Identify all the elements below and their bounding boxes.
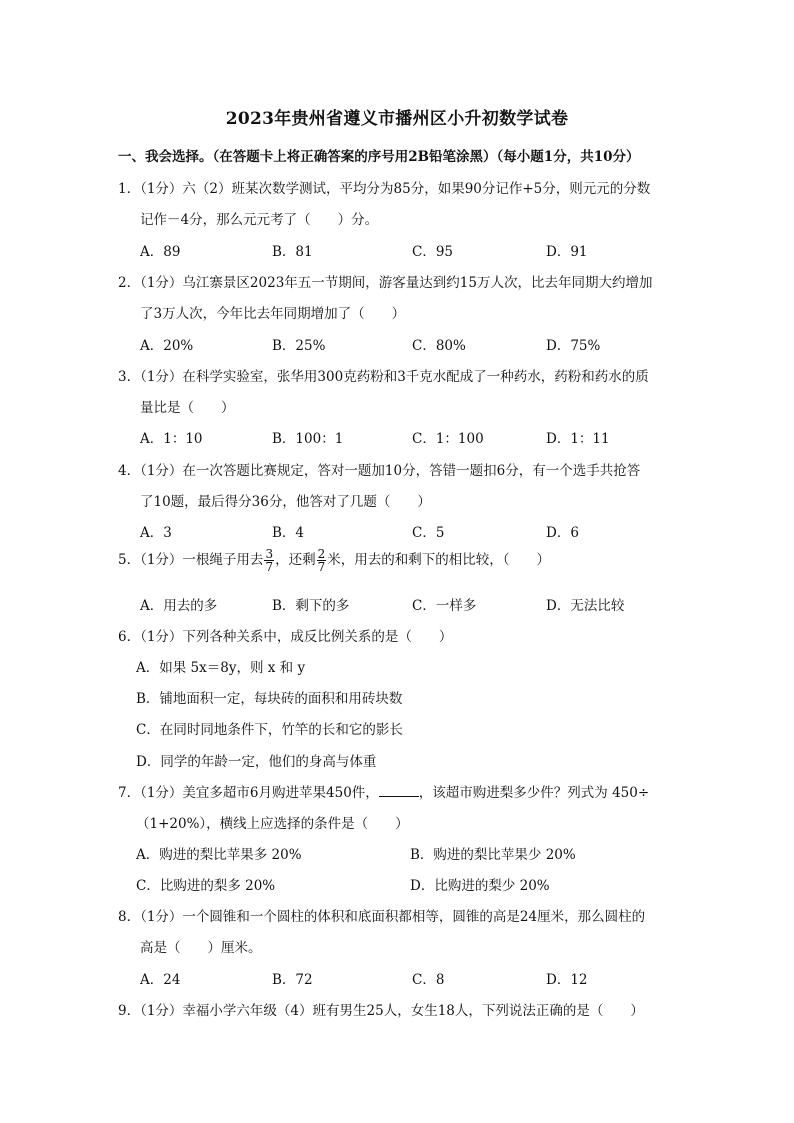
question-4-text: 4．（1分）在一次答题比赛规定，答对一题加10分，答错一题扣6分，有一个选手共抢答 xyxy=(118,463,641,479)
answer-blank xyxy=(379,784,419,797)
fraction-2-7 xyxy=(317,548,327,573)
question-7-option-d[interactable]: D．比购进的梨少 20% xyxy=(410,878,550,894)
question-9-text: 9．（1分）幸福小学六年级（4）班有男生25人，女生18人，下列说法正确的是（ ） xyxy=(118,1003,644,1019)
question-8-option-c[interactable]: C．8 xyxy=(412,972,445,988)
question-6-option-c[interactable]: C．在同时同地条件下，竹竿的长和它的影长 xyxy=(136,722,403,738)
question-3-option-b[interactable]: B．100：1 xyxy=(272,431,344,447)
question-4-option-b[interactable]: B．4 xyxy=(272,525,305,541)
question-6-option-a[interactable]: A．如果 5x＝8y，则 x 和 y xyxy=(136,660,306,676)
question-3-option-c[interactable]: C．1：100 xyxy=(412,431,484,447)
section-heading: 一、我会选择。（在答题卡上将正确答案的序号用2B铅笔涂黑）（每小题1分，共10分） xyxy=(118,149,640,165)
question-8-option-a[interactable]: A．24 xyxy=(140,972,181,988)
question-3-option-d[interactable]: D．1：11 xyxy=(546,431,610,447)
question-2-text-cont: 了3万人次，今年比去年同期增加了（ ） xyxy=(140,306,406,322)
fraction-denominator: 7 xyxy=(317,560,326,574)
question-6-option-b[interactable]: B．铺地面积一定，每块砖的面积和用砖块数 xyxy=(136,691,403,707)
question-1-option-d[interactable]: D．91 xyxy=(546,244,588,260)
question-7-text xyxy=(118,781,649,801)
question-2-option-c[interactable]: C．80% xyxy=(412,338,466,354)
question-7-text-part1: 7．（1分）美宜多超市6月购进苹果450件， xyxy=(118,785,379,801)
question-5-text-part2: ，还剩 xyxy=(275,552,316,568)
question-6-option-d[interactable]: D．同学的年龄一定，他们的身高与体重 xyxy=(136,754,377,770)
fraction-numerator: 2 xyxy=(317,547,326,561)
question-7-text-part2: ，该超市购进梨多少件？列式为 450÷ xyxy=(418,785,650,801)
question-2-option-a[interactable]: A．20% xyxy=(140,338,194,354)
question-2-option-d[interactable]: D．75% xyxy=(546,338,601,354)
fraction-denominator: 7 xyxy=(265,560,274,574)
question-3-option-a[interactable]: A．1：10 xyxy=(140,431,203,447)
question-5-option-c[interactable]: C．一样多 xyxy=(412,598,477,614)
question-8-text: 8．（1分）一个圆锥和一个圆柱的体积和底面积都相等，圆锥的高是24厘米，那么圆柱的 xyxy=(118,909,646,925)
question-3-text: 3．（1分）在科学实验室，张华用300克药粉和3千克水配成了一种药水，药粉和药水的质 xyxy=(118,369,649,385)
question-5-option-a[interactable]: A．用去的多 xyxy=(140,598,218,614)
question-3-text-cont: 量比是（ ） xyxy=(140,400,235,416)
question-7-option-c[interactable]: C．比购进的梨多 20% xyxy=(136,878,276,894)
question-1-text-cont: 记作－4分，那么元元考了（ ）分。 xyxy=(140,212,379,228)
question-8-text-cont: 高是（ ）厘米。 xyxy=(140,940,262,956)
question-1-text: 1．（1分）六（2）班某次数学测试，平均分为85分，如果90分记作+5分，则元元的分数 xyxy=(118,181,651,197)
fraction-numerator: 3 xyxy=(265,547,274,561)
question-7-text-cont: （1+20%），横线上应选择的条件是（ ） xyxy=(136,816,409,832)
question-2-text: 2．（1分）乌江寨景区2023年五一节期间，游客量达到约15万人次，比去年同期大约增加 xyxy=(118,275,653,291)
question-8-option-b[interactable]: B．72 xyxy=(272,972,313,988)
question-1-option-a[interactable]: A．89 xyxy=(140,244,181,260)
page-title: 2023年贵州省遵义市播州区小升初数学试卷 xyxy=(225,109,569,129)
question-8-option-d[interactable]: D．12 xyxy=(546,972,588,988)
question-5-option-b[interactable]: B．剩下的多 xyxy=(272,598,350,614)
question-1-option-c[interactable]: C．95 xyxy=(412,244,454,260)
question-2-option-b[interactable]: B．25% xyxy=(272,338,326,354)
question-7-option-a[interactable]: A．购进的梨比苹果多 20% xyxy=(136,847,302,863)
question-6-text: 6．（1分）下列各种关系中，成反比例关系的是（ ） xyxy=(118,629,453,645)
question-4-option-d[interactable]: D．6 xyxy=(546,525,579,541)
question-5-option-d[interactable]: D．无法比较 xyxy=(546,598,625,614)
question-7-option-b[interactable]: B．购进的梨比苹果少 20% xyxy=(410,847,576,863)
fraction-3-7 xyxy=(264,548,274,573)
question-1-option-b[interactable]: B．81 xyxy=(272,244,313,260)
question-4-text-cont: 了10题，最后得分36分，他答对了几题（ ） xyxy=(140,494,431,510)
question-4-option-a[interactable]: A．3 xyxy=(140,525,172,541)
question-4-option-c[interactable]: C．5 xyxy=(412,525,445,541)
question-5-text-part3: 米，用去的和剩下的相比较，（ ） xyxy=(327,552,550,568)
question-5-text-part1: 5．（1分）一根绳子用去 xyxy=(118,552,264,568)
question-5-text xyxy=(118,548,550,573)
